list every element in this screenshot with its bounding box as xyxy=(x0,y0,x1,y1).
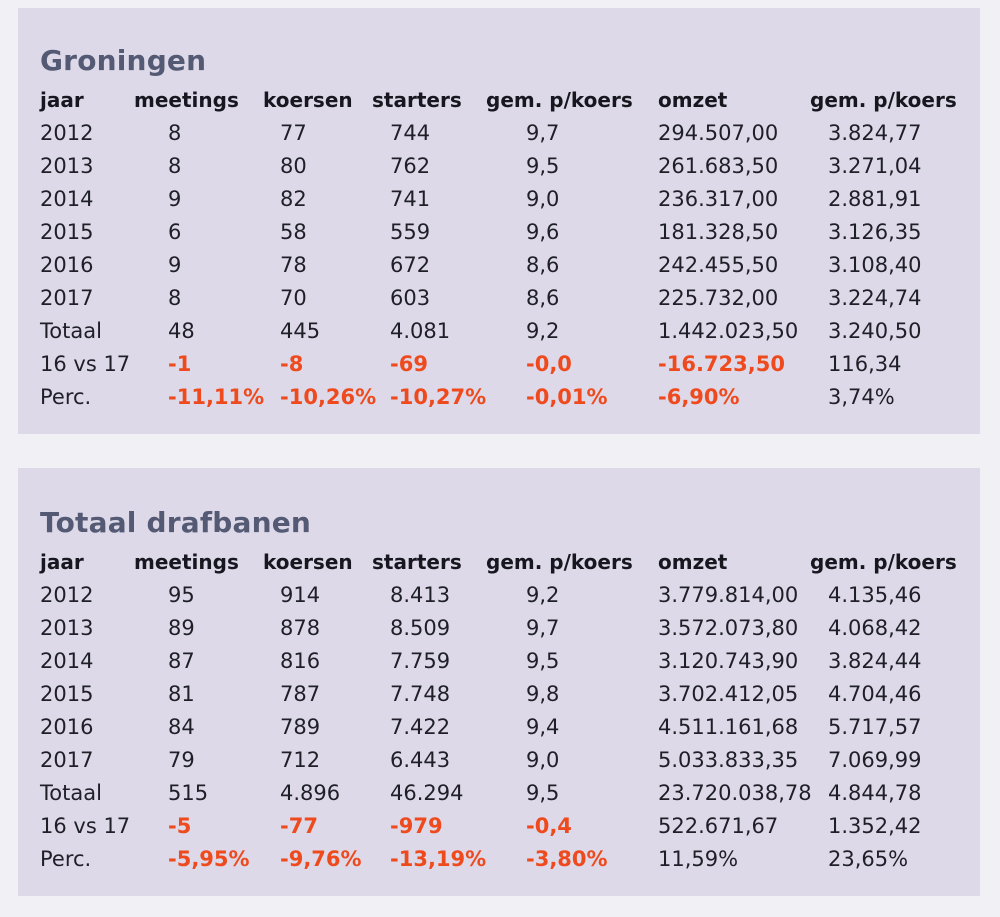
table-cell-gem-per-koers: 9,8 xyxy=(526,682,560,706)
table-cell-omzet: 3.702.412,05 xyxy=(658,682,799,706)
table-cell-koersen: 78 xyxy=(280,253,307,277)
column-header-meetings: meetings xyxy=(134,88,239,112)
table-cell-koersen: 82 xyxy=(280,187,307,211)
table-cell-starters: 8.509 xyxy=(390,616,451,640)
table-cell-jaar: Perc. xyxy=(40,385,92,409)
totaal-drafbanen-title: Totaal drafbanen xyxy=(40,506,312,539)
column-header-omzet: omzet xyxy=(658,88,728,112)
table-cell-meetings: 81 xyxy=(168,682,195,706)
table-cell-starters: 46.294 xyxy=(390,781,464,805)
table-cell-starters: -69 xyxy=(390,352,428,376)
table-row xyxy=(18,117,980,150)
groningen-title: Groningen xyxy=(40,44,207,77)
column-header-starters: starters xyxy=(372,88,462,112)
table-cell-jaar: 2013 xyxy=(40,154,94,178)
groningen-panel xyxy=(18,8,980,434)
table-cell-omzet: -16.723,50 xyxy=(658,352,785,376)
table-cell-gem-per-koers-omzet: 3,74% xyxy=(828,385,895,409)
table-row xyxy=(18,282,980,315)
table-cell-jaar: 2014 xyxy=(40,649,94,673)
table-cell-gem-per-koers-omzet: 4.704,46 xyxy=(828,682,922,706)
column-header-koersen: koersen xyxy=(263,550,353,574)
table-cell-koersen: 914 xyxy=(280,583,321,607)
table-cell-gem-per-koers-omzet: 3.824,44 xyxy=(828,649,922,673)
table-cell-koersen: -9,76% xyxy=(280,847,362,871)
table-cell-jaar: Perc. xyxy=(40,847,92,871)
table-cell-jaar: 2012 xyxy=(40,121,94,145)
table-cell-gem-per-koers: -3,80% xyxy=(526,847,608,871)
table-cell-koersen: 878 xyxy=(280,616,321,640)
table-row xyxy=(18,612,980,645)
column-header-jaar: jaar xyxy=(40,88,84,112)
table-cell-jaar: 2017 xyxy=(40,286,94,310)
table-cell-meetings: 87 xyxy=(168,649,195,673)
table-cell-gem-per-koers: 9,5 xyxy=(526,649,560,673)
table-row xyxy=(18,645,980,678)
table-cell-omzet: 294.507,00 xyxy=(658,121,779,145)
table-header-row xyxy=(18,546,980,579)
table-cell-gem-per-koers: 9,0 xyxy=(526,187,560,211)
table-header-row xyxy=(18,84,980,117)
column-header-gem-per-koers: gem. p/koers xyxy=(486,550,633,574)
table-cell-omzet: 522.671,67 xyxy=(658,814,779,838)
table-row xyxy=(18,810,980,843)
table-row xyxy=(18,744,980,777)
table-cell-gem-per-koers: -0,01% xyxy=(526,385,608,409)
table-cell-gem-per-koers: 9,5 xyxy=(526,781,560,805)
table-row xyxy=(18,315,980,348)
table-cell-gem-per-koers: 9,2 xyxy=(526,583,560,607)
table-cell-omzet: 242.455,50 xyxy=(658,253,779,277)
table-cell-meetings: 8 xyxy=(168,154,182,178)
table-cell-gem-per-koers: 9,4 xyxy=(526,715,560,739)
table-cell-gem-per-koers-omzet: 3.271,04 xyxy=(828,154,922,178)
table-cell-meetings: -11,11% xyxy=(168,385,265,409)
column-header-gem-per-koers-omzet: gem. p/koers xyxy=(810,550,957,574)
table-cell-koersen: -10,26% xyxy=(280,385,377,409)
table-row xyxy=(18,711,980,744)
table-cell-jaar: 2016 xyxy=(40,253,94,277)
table-cell-omzet: 5.033.833,35 xyxy=(658,748,799,772)
table-cell-meetings: 95 xyxy=(168,583,195,607)
table-cell-jaar: 2016 xyxy=(40,715,94,739)
table-cell-koersen: 80 xyxy=(280,154,307,178)
table-cell-gem-per-koers-omzet: 23,65% xyxy=(828,847,909,871)
table-cell-starters: 7.748 xyxy=(390,682,451,706)
totaal-drafbanen-panel xyxy=(18,468,980,896)
table-cell-omzet: -6,90% xyxy=(658,385,740,409)
column-header-jaar: jaar xyxy=(40,550,84,574)
table-row xyxy=(18,216,980,249)
table-cell-gem-per-koers: 8,6 xyxy=(526,253,560,277)
column-header-omzet: omzet xyxy=(658,550,728,574)
table-cell-omzet: 23.720.038,78 xyxy=(658,781,812,805)
table-cell-gem-per-koers-omzet: 116,34 xyxy=(828,352,902,376)
groningen-table xyxy=(18,84,980,414)
table-cell-meetings: 6 xyxy=(168,220,182,244)
table-cell-starters: -13,19% xyxy=(390,847,487,871)
table-cell-omzet: 4.511.161,68 xyxy=(658,715,799,739)
table-cell-koersen: 789 xyxy=(280,715,321,739)
table-cell-koersen: 712 xyxy=(280,748,321,772)
column-header-gem-per-koers: gem. p/koers xyxy=(486,88,633,112)
table-row xyxy=(18,843,980,876)
table-cell-omzet: 3.779.814,00 xyxy=(658,583,799,607)
table-cell-omzet: 236.317,00 xyxy=(658,187,779,211)
table-cell-jaar: 2013 xyxy=(40,616,94,640)
table-cell-gem-per-koers: 9,6 xyxy=(526,220,560,244)
table-cell-starters: 744 xyxy=(390,121,431,145)
table-cell-jaar: 2017 xyxy=(40,748,94,772)
table-cell-starters: 559 xyxy=(390,220,431,244)
table-cell-gem-per-koers-omzet: 5.717,57 xyxy=(828,715,922,739)
table-cell-omzet: 3.572.073,80 xyxy=(658,616,799,640)
table-cell-jaar: 16 vs 17 xyxy=(40,814,131,838)
column-header-koersen: koersen xyxy=(263,88,353,112)
table-cell-koersen: -8 xyxy=(280,352,304,376)
table-cell-omzet: 11,59% xyxy=(658,847,739,871)
table-cell-meetings: 515 xyxy=(168,781,209,805)
table-cell-starters: -10,27% xyxy=(390,385,487,409)
table-row xyxy=(18,381,980,414)
table-row xyxy=(18,579,980,612)
table-cell-gem-per-koers-omzet: 3.824,77 xyxy=(828,121,922,145)
table-cell-meetings: -5,95% xyxy=(168,847,250,871)
table-cell-omzet: 181.328,50 xyxy=(658,220,779,244)
table-row xyxy=(18,678,980,711)
table-cell-gem-per-koers-omzet: 3.224,74 xyxy=(828,286,922,310)
table-cell-gem-per-koers: 9,5 xyxy=(526,154,560,178)
table-cell-starters: 7.759 xyxy=(390,649,451,673)
table-cell-omzet: 3.120.743,90 xyxy=(658,649,799,673)
table-cell-jaar: 16 vs 17 xyxy=(40,352,131,376)
table-cell-gem-per-koers-omzet: 4.068,42 xyxy=(828,616,922,640)
table-cell-jaar: Totaal xyxy=(40,319,102,343)
table-row xyxy=(18,249,980,282)
table-cell-jaar: Totaal xyxy=(40,781,102,805)
table-cell-gem-per-koers: 9,2 xyxy=(526,319,560,343)
table-cell-koersen: 787 xyxy=(280,682,321,706)
table-cell-omzet: 225.732,00 xyxy=(658,286,779,310)
table-cell-meetings: 8 xyxy=(168,121,182,145)
table-cell-jaar: 2012 xyxy=(40,583,94,607)
table-row xyxy=(18,348,980,381)
table-cell-starters: 7.422 xyxy=(390,715,451,739)
table-cell-starters: -979 xyxy=(390,814,443,838)
column-header-gem-per-koers-omzet: gem. p/koers xyxy=(810,88,957,112)
table-cell-jaar: 2015 xyxy=(40,682,94,706)
table-cell-koersen: -77 xyxy=(280,814,318,838)
totaal-drafbanen-table xyxy=(18,546,980,876)
table-cell-koersen: 77 xyxy=(280,121,307,145)
table-cell-gem-per-koers: 9,0 xyxy=(526,748,560,772)
table-cell-meetings: 89 xyxy=(168,616,195,640)
table-cell-starters: 762 xyxy=(390,154,431,178)
table-cell-gem-per-koers-omzet: 3.108,40 xyxy=(828,253,922,277)
table-cell-jaar: 2014 xyxy=(40,187,94,211)
table-cell-gem-per-koers-omzet: 3.126,35 xyxy=(828,220,922,244)
table-row xyxy=(18,777,980,810)
column-header-starters: starters xyxy=(372,550,462,574)
table-cell-koersen: 4.896 xyxy=(280,781,341,805)
table-cell-koersen: 445 xyxy=(280,319,321,343)
table-cell-gem-per-koers-omzet: 3.240,50 xyxy=(828,319,922,343)
table-cell-koersen: 816 xyxy=(280,649,321,673)
table-cell-meetings: -1 xyxy=(168,352,192,376)
table-cell-meetings: 79 xyxy=(168,748,195,772)
table-cell-gem-per-koers: 9,7 xyxy=(526,616,560,640)
table-cell-gem-per-koers-omzet: 4.135,46 xyxy=(828,583,922,607)
table-cell-starters: 741 xyxy=(390,187,431,211)
table-cell-koersen: 58 xyxy=(280,220,307,244)
table-cell-starters: 8.413 xyxy=(390,583,451,607)
table-cell-gem-per-koers-omzet: 4.844,78 xyxy=(828,781,922,805)
table-row xyxy=(18,150,980,183)
table-cell-meetings: 9 xyxy=(168,253,182,277)
table-cell-meetings: 48 xyxy=(168,319,195,343)
table-cell-gem-per-koers-omzet: 1.352,42 xyxy=(828,814,922,838)
table-cell-starters: 6.443 xyxy=(390,748,451,772)
table-cell-jaar: 2015 xyxy=(40,220,94,244)
table-row xyxy=(18,183,980,216)
table-cell-starters: 672 xyxy=(390,253,431,277)
table-cell-meetings: 84 xyxy=(168,715,195,739)
table-cell-meetings: 9 xyxy=(168,187,182,211)
table-cell-gem-per-koers-omzet: 7.069,99 xyxy=(828,748,922,772)
table-cell-gem-per-koers: 9,7 xyxy=(526,121,560,145)
column-header-meetings: meetings xyxy=(134,550,239,574)
table-cell-gem-per-koers: -0,4 xyxy=(526,814,572,838)
table-cell-gem-per-koers: -0,0 xyxy=(526,352,572,376)
table-cell-starters: 4.081 xyxy=(390,319,451,343)
table-cell-gem-per-koers: 8,6 xyxy=(526,286,560,310)
table-cell-starters: 603 xyxy=(390,286,431,310)
table-cell-meetings: 8 xyxy=(168,286,182,310)
table-cell-meetings: -5 xyxy=(168,814,192,838)
table-cell-omzet: 261.683,50 xyxy=(658,154,779,178)
table-cell-gem-per-koers-omzet: 2.881,91 xyxy=(828,187,922,211)
table-cell-koersen: 70 xyxy=(280,286,307,310)
table-cell-omzet: 1.442.023,50 xyxy=(658,319,799,343)
